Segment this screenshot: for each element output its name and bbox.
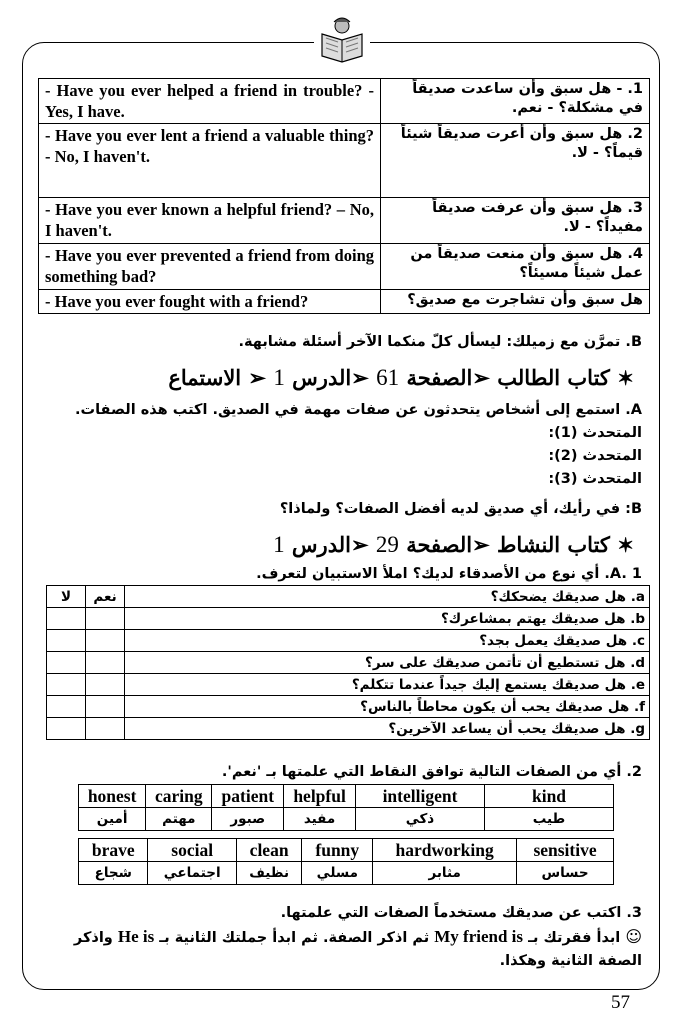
survey-row <box>47 586 650 608</box>
speaker-line: المتحدث (3): <box>548 471 642 487</box>
qa-row <box>39 198 650 244</box>
survey-question: d. هل تستطيع أن تأتمن صديقك على سر؟ <box>125 652 650 674</box>
qa-arabic: 2. هل سبق وأن أعرت صديقاً شيئاً قيماً؟ - لا. <box>381 124 650 198</box>
survey-row <box>47 718 650 740</box>
qa-arabic: 1. - هل سبق وأن ساعدت صديقاً في مشكلة؟ - نعم. <box>381 79 650 124</box>
yes-checkbox-cell[interactable] <box>86 652 125 674</box>
qa-english: - Have you ever known a helpful friend? – No, I haven't. <box>39 198 381 244</box>
word-en: intelligent <box>356 785 485 808</box>
survey-instruction: A. 1. أي نوع من الأصدقاء لديك؟ املأ الاستبيان لتعرف. <box>256 566 642 582</box>
heading-text: كتاب الطالب ➢الصفحة <box>406 365 610 390</box>
qa-row <box>39 124 650 198</box>
page-number: 57 <box>611 992 630 1013</box>
qa-arabic: 4. هل سبق وأن منعت صديقاً من عمل شيئاً مسيئاً؟ <box>381 244 650 290</box>
word-en: helpful <box>284 785 356 808</box>
qa-row <box>39 244 650 290</box>
english-words-row <box>79 785 614 808</box>
survey-row <box>47 608 650 630</box>
word-en: kind <box>485 785 614 808</box>
word-ar: أمين <box>79 808 146 831</box>
heading-lesson-number: 1 <box>273 532 285 557</box>
smiley-icon: ☺ <box>625 927 642 946</box>
no-header: لا <box>47 586 86 608</box>
word-ar: مهتم <box>146 808 212 831</box>
survey-question: f. هل صديقك يحب أن يكون محاطاً بالناس؟ <box>125 696 650 718</box>
survey-question: e. هل صديقك يستمع إليك جيداً عندما تتكلم؟ <box>125 674 650 696</box>
tip-english: My friend is <box>434 927 524 946</box>
word-ar: ذكي <box>356 808 485 831</box>
yes-header: نعم <box>86 586 125 608</box>
word-ar: مثابر <box>373 862 517 885</box>
qa-english: - Have you ever helped a friend in trouble? - Yes, I have. <box>39 79 381 124</box>
word-en: hardworking <box>373 839 517 862</box>
yes-checkbox-cell[interactable] <box>86 608 125 630</box>
tip-text: ثم اذكر الصفة. ثم ابدأ جملتك الثانية بـ <box>159 930 430 946</box>
survey-question: b. هل صديقك يهتم بمشاعرك؟ <box>125 608 650 630</box>
survey-row <box>47 652 650 674</box>
heading-text: كتاب النشاط ➢الصفحة <box>406 532 610 557</box>
word-ar: صبور <box>212 808 284 831</box>
heading-text: ➢ الاستماع <box>168 365 267 390</box>
qa-row <box>39 290 650 314</box>
qa-arabic: 3. هل سبق وأن عرفت صديقاً مفيداً؟ - لا. <box>381 198 650 244</box>
arabic-words-row <box>79 862 614 885</box>
writing-tip <box>74 927 642 948</box>
tip-text: ابدأ فقرتك بـ <box>528 930 621 946</box>
word-ar: طيب <box>485 808 614 831</box>
qa-english: - Have you ever prevented a friend from doing something bad? <box>39 244 381 290</box>
word-en: brave <box>79 839 148 862</box>
activity-book-heading <box>273 532 634 558</box>
speaker-line: المتحدث (2): <box>548 448 642 464</box>
no-checkbox-cell[interactable] <box>47 696 86 718</box>
heading-page-number: 61 <box>376 365 400 390</box>
word-ar: مسلي <box>302 862 373 885</box>
adjectives-table-1 <box>78 784 614 831</box>
word-ar: شجاع <box>79 862 148 885</box>
word-ar: اجتماعي <box>148 862 236 885</box>
survey-question: c. هل صديقك يعمل بجد؟ <box>125 630 650 652</box>
tip-text: واذكر <box>73 930 113 946</box>
writing-tip-continued: الصفة الثانية وهكذا. <box>499 953 642 969</box>
no-checkbox-cell[interactable] <box>47 718 86 740</box>
yes-checkbox-cell[interactable] <box>86 674 125 696</box>
arabic-words-row <box>79 808 614 831</box>
heading-text: ➢الدرس <box>291 532 369 557</box>
word-en: sensitive <box>517 839 614 862</box>
qa-table <box>38 78 650 314</box>
word-ar: مفيد <box>284 808 356 831</box>
practice-instruction: B. تمرَّن مع زميلك: ليسأل كلّ منكما الآخر أسئلة مشابهة. <box>238 334 642 350</box>
star-icon: ✶ <box>617 533 634 557</box>
word-en: social <box>148 839 236 862</box>
writing-instruction: 3. اكتب عن صديقك مستخدماً الصفات التي علمتها. <box>280 905 642 921</box>
english-words-row <box>79 839 614 862</box>
speaker-line: المتحدث (1): <box>548 425 642 441</box>
yes-checkbox-cell[interactable] <box>86 718 125 740</box>
yes-checkbox-cell[interactable] <box>86 696 125 718</box>
tip-english: He is <box>117 927 155 946</box>
word-ar: نظيف <box>236 862 302 885</box>
heading-page-number: 29 <box>375 532 399 557</box>
qa-row <box>39 79 650 124</box>
adjectives-table-2 <box>78 838 614 885</box>
reading-boy-icon <box>314 14 370 66</box>
qa-arabic: هل سبق وأن تشاجرت مع صديق؟ <box>381 290 650 314</box>
word-en: funny <box>302 839 373 862</box>
yes-checkbox-cell[interactable] <box>86 630 125 652</box>
heading-text: ➢الدرس <box>292 365 369 390</box>
no-checkbox-cell[interactable] <box>47 608 86 630</box>
survey-question: g. هل صديقك يحب أن يساعد الآخرين؟ <box>125 718 650 740</box>
word-en: clean <box>236 839 302 862</box>
star-icon: ✶ <box>617 366 634 390</box>
survey-row <box>47 696 650 718</box>
survey-row <box>47 674 650 696</box>
survey-row <box>47 630 650 652</box>
qa-english: - Have you ever fought with a friend? <box>39 290 381 314</box>
no-checkbox-cell[interactable] <box>47 652 86 674</box>
word-en: patient <box>212 785 284 808</box>
opinion-question: B: في رأيك، أي صديق لديه أفضل الصفات؟ ولماذا؟ <box>279 501 642 517</box>
heading-lesson-number: 1 <box>273 365 285 390</box>
word-en: caring <box>146 785 212 808</box>
qa-english: - Have you ever lent a friend a valuable thing?- No, I haven't. <box>39 124 381 198</box>
listening-instruction: A. استمع إلى أشخاص يتحدثون عن صفات مهمة في الصديق. اكتب هذه الصفات. <box>75 402 642 418</box>
no-checkbox-cell[interactable] <box>47 674 86 696</box>
adjectives-instruction: 2. أي من الصفات التالية توافق النقاط التي علمتها بـ 'نعم'. <box>221 764 642 780</box>
word-ar: حساس <box>517 862 614 885</box>
word-en: honest <box>79 785 146 808</box>
survey-table <box>46 585 650 740</box>
survey-question: a. هل صديقك يضحكك؟ <box>125 586 650 608</box>
no-checkbox-cell[interactable] <box>47 630 86 652</box>
student-book-heading <box>168 365 634 391</box>
